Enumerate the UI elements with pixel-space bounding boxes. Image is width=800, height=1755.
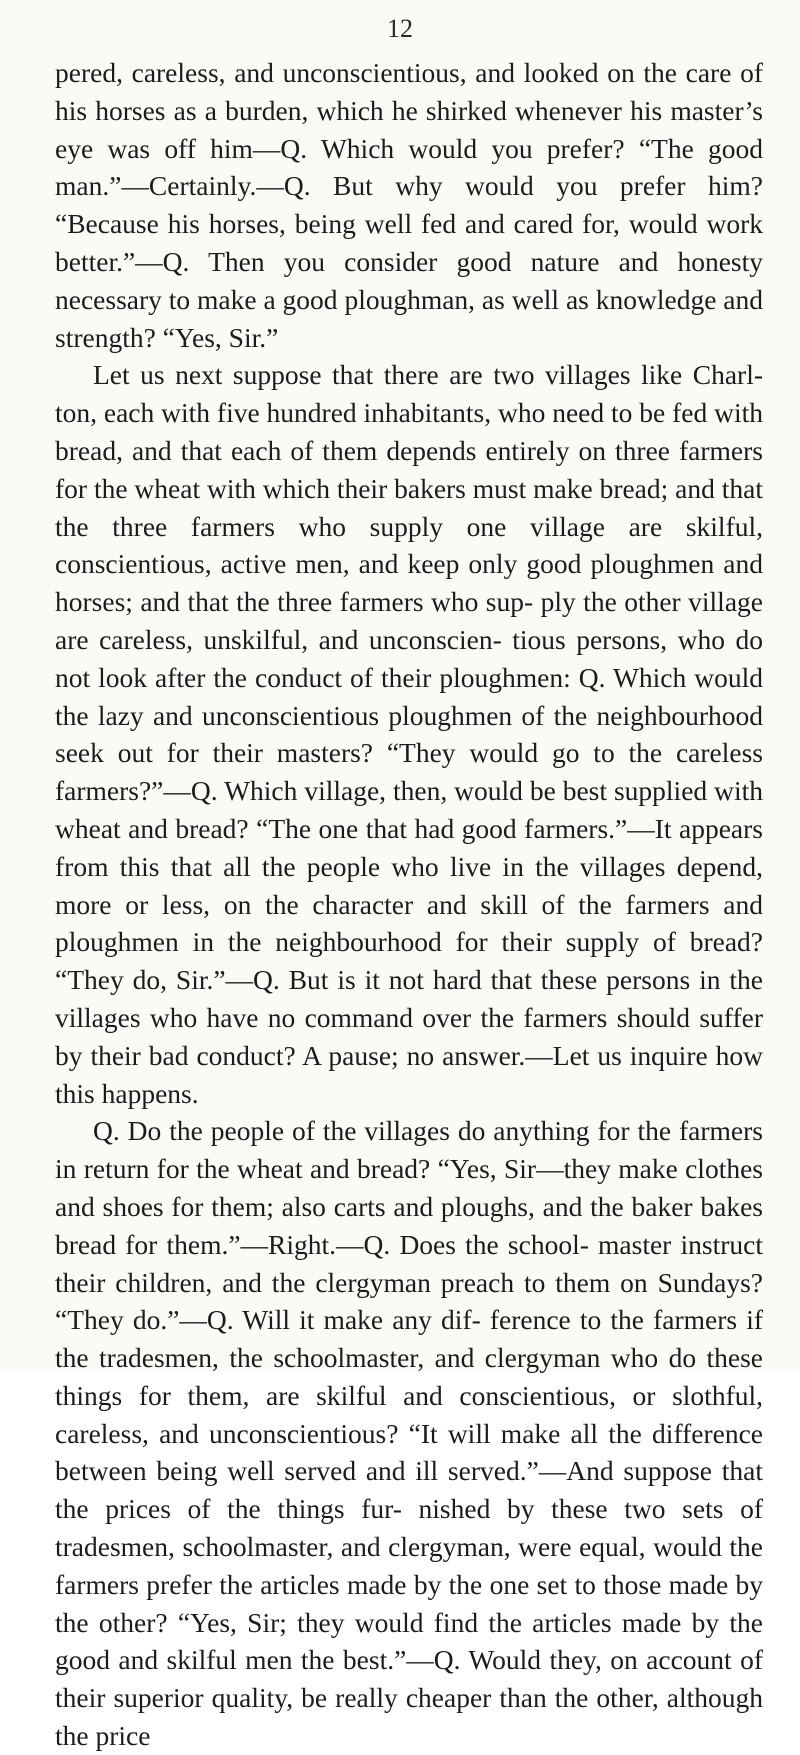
paragraph-1: pered, careless, and unconscientious, and looked on the care of his horses as a burden, which he shirked whenever his master’s eye was off him—Q. Which would you prefer? “The good man.”—Certainly.—Q. But why would you prefer him? “Because his horses, being well fed and cared for, would work better.”—Q. Then you consider good nature and honesty necessary to make a good ploughman, as well as knowledge and strength? “Yes, Sir.” (55, 57, 763, 353)
paragraph-3: Q. Do the people of the villages do anything for the farmers in return for the wheat and bread? “Yes, Sir—they make clothes and shoes for them; also carts and ploughs, and the baker bakes bread for them.”—Right.—Q. Does the school- master instruct their children, and the clergyman preach to them on Sundays? “They do.”—Q. Will it make any dif- ference to the farmers if the tradesmen, the schoolmaster, and clergyman who do these things for them, are skilful and conscientious, or slothful, careless, and unconscientious? “It will make all the difference between being well served and ill served.”—And suppose that the prices of the things fur- nished by these two sets of tradesmen, schoolmaster, and clergyman, were equal, would the farmers prefer the articles made by the one set to those made by the other? “Yes, Sir; they would find the articles made by the good and skilful men the best.”—Q. Would they, on account of their superior quality, be really cheaper than the other, although the price (55, 1115, 763, 1752)
paragraph-2: Let us next suppose that there are two villages like Charl- ton, each with five hundred inhabitants, who need to be fed with bread, and that each of them depends entirely on three farmers for the wheat with which their bakers must make bread; and that the three farmers who supply one village are skilful, conscientious, active men, and keep only good ploughmen and horses; and that the three farmers who sup- ply the other village are careless, unskilful, and unconscien- tious persons, who do not look after the conduct of their ploughmen: Q. Which would the lazy and unconscientious ploughmen of the neighbourhood seek out for their masters? “They would go to the careless farmers?”—Q. Which village, then, would be best supplied with wheat and bread? “The one that had good farmers.”—It appears from this that all the people who live in the villages depend, more or less, on the character and skill of the farmers and ploughmen in the neighbourhood for their supply of bread? “They do, Sir.”—Q. But is it not hard that these persons in the villages who have no command over the farmers should suffer by their bad conduct? A pause; no answer.—Let us inquire how this happens. (55, 359, 763, 1109)
page-number: 12 (387, 14, 413, 43)
body-text (55, 54, 763, 1755)
